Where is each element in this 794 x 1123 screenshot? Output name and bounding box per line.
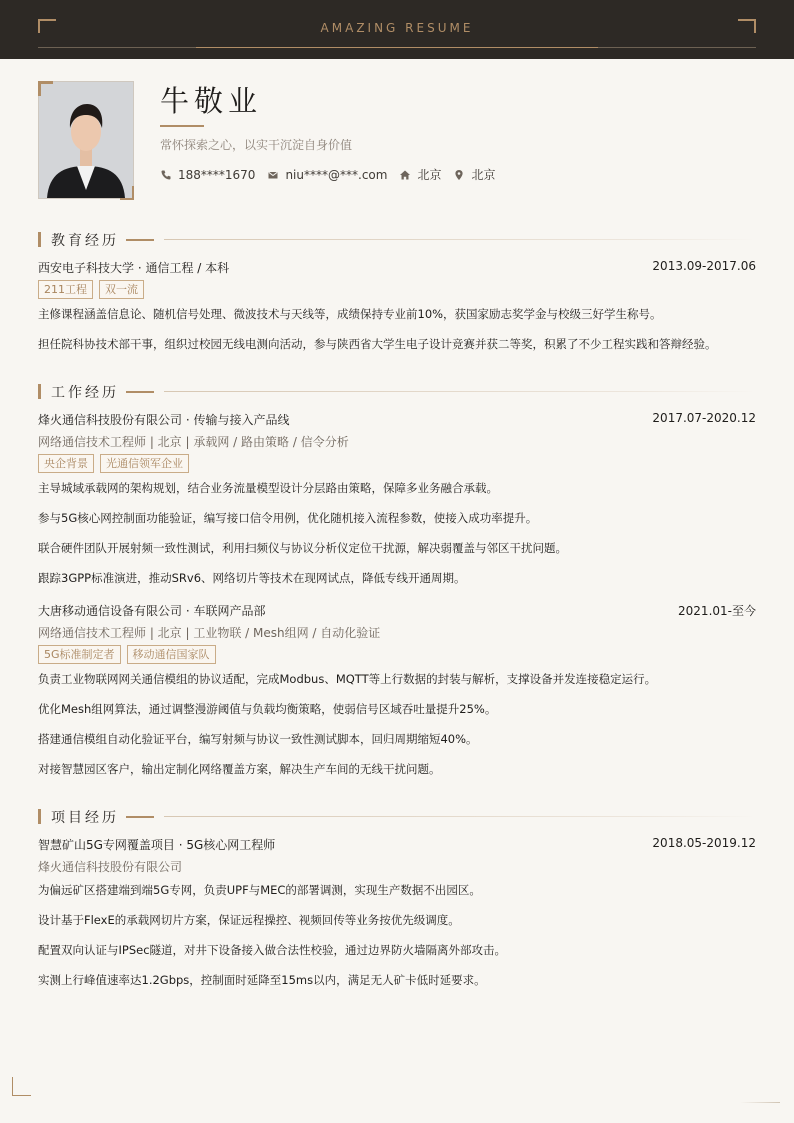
section-header-work — [38, 383, 756, 401]
section-title: 工作经历 — [51, 385, 119, 401]
tag: 移动通信国家队 — [127, 645, 216, 664]
work-detail: 对接智慧园区客户，输出定制化网络覆盖方案，解决生产车间的无线干扰问题。 — [38, 762, 441, 776]
contact-email — [267, 168, 387, 182]
tag: 双一流 — [99, 280, 144, 299]
portrait-illustration — [39, 82, 133, 198]
section-accent-line — [126, 816, 154, 818]
section-header-projects — [38, 808, 756, 826]
work-detail: 负责工业物联网网关通信模组的协议适配，完成Modbus、MQTT等上行数据的封装与解析，支撑设备并发连接稳定运行。 — [38, 672, 657, 686]
education-detail: 主修课程涵盖信息论、随机信号处理、微波技术与天线等，成绩保持专业前10%，获国家励志奖学金与校级三好学生称号。 — [38, 307, 662, 321]
work-date: 2017.07-2020.12 — [652, 411, 756, 425]
section-marker — [38, 809, 41, 824]
footer-ornament-line — [740, 1102, 780, 1103]
phone-number: 188****1670 — [178, 167, 256, 182]
header-band — [0, 0, 794, 59]
work-detail: 跟踪3GPP标准演进，推动SRv6、网络切片等技术在现网试点，降低专线开通周期。 — [38, 571, 466, 585]
header-divider-accent — [196, 47, 598, 48]
work-title: 烽火通信科技股份有限公司 · 传输与接入产品线 — [38, 413, 290, 427]
section-title: 教育经历 — [51, 233, 119, 249]
tag: 央企背景 — [38, 454, 94, 473]
email-address: niu****@***.com — [285, 167, 388, 182]
work-title: 大唐移动通信设备有限公司 · 车联网产品部 — [38, 604, 266, 618]
section-divider — [164, 239, 756, 240]
education-tags — [38, 280, 150, 299]
home-icon — [399, 169, 411, 181]
work-detail: 联合硬件团队开展射频一致性测试，利用扫频仪与协议分析仪定位干扰源，解决弱覆盖与邻区干扰问题。 — [38, 541, 567, 555]
section-divider — [164, 816, 756, 817]
header-title: AMAZING RESUME — [320, 21, 474, 35]
mail-icon — [267, 169, 279, 181]
section-marker — [38, 384, 41, 399]
work-detail: 优化Mesh组网算法，通过调整漫游阈值与负载均衡策略，使弱信号区域吞吐量提升25%。 — [38, 702, 497, 716]
work-tags — [38, 645, 222, 664]
contact-home — [399, 166, 441, 183]
current-city: 北京 — [471, 168, 496, 182]
tag: 211工程 — [38, 280, 93, 299]
work-detail: 搭建通信模组自动化验证平台，编写射频与协议一致性测试脚本，回归周期缩短40%。 — [38, 732, 478, 746]
education-date: 2013.09-2017.06 — [652, 259, 756, 273]
tag: 5G标准制定者 — [38, 645, 121, 664]
project-title: 智慧矿山5G专网覆盖项目 · 5G核心网工程师 — [38, 838, 276, 852]
project-detail: 实测上行峰值速率达1.2Gbps，控制面时延降至15ms以内，满足无人矿卡低时延要求。 — [38, 973, 486, 987]
tag: 光通信领军企业 — [100, 454, 189, 473]
project-company: 烽火通信科技股份有限公司 — [38, 860, 183, 874]
section-accent-line — [126, 391, 154, 393]
education-detail: 担任院科协技术部干事，组织过校园无线电测向活动，参与陕西省大学生电子设计竞赛并获二等奖，积累了不少工程实践和答辩经验。 — [38, 337, 717, 351]
phone-icon — [160, 169, 172, 181]
profile-photo — [38, 81, 134, 199]
candidate-tagline: 常怀探索之心，以实干沉淀自身价值 — [160, 138, 353, 152]
work-role: 网络通信技术工程师 | 北京 | 承载网 / 路由策略 / 信令分析 — [38, 435, 349, 449]
contact-location — [453, 166, 495, 183]
corner-ornament-bottom-left — [12, 1077, 31, 1096]
section-divider — [164, 391, 756, 392]
location-pin-icon — [453, 169, 465, 181]
contact-phone — [160, 168, 255, 182]
section-marker — [38, 232, 41, 247]
section-accent-line — [126, 239, 154, 241]
section-header-education — [38, 231, 756, 249]
contact-info — [160, 166, 507, 183]
home-city: 北京 — [417, 168, 442, 182]
work-role: 网络通信技术工程师 | 北京 | 工业物联 / Mesh组网 / 自动化验证 — [38, 626, 381, 640]
name-underline — [160, 125, 204, 127]
photo-frame-corner-bottom-right — [120, 186, 134, 200]
section-title: 项目经历 — [51, 810, 119, 826]
work-tags — [38, 454, 195, 473]
project-detail: 为偏远矿区搭建端到端5G专网，负责UPF与MEC的部署调测，实现生产数据不出园区。 — [38, 883, 481, 897]
work-detail: 参与5G核心网控制面功能验证，编写接口信令用例，优化随机接入流程参数，使接入成功率提升。 — [38, 511, 538, 525]
project-date: 2018.05-2019.12 — [652, 836, 756, 850]
work-detail: 主导城域承载网的架构规划，结合业务流量模型设计分层路由策略，保障多业务融合承载。 — [38, 481, 498, 495]
candidate-name: 牛敬业 — [160, 84, 263, 118]
education-title: 西安电子科技大学 · 通信工程 / 本科 — [38, 261, 230, 275]
work-date: 2021.01-至今 — [678, 604, 756, 618]
project-detail: 配置双向认证与IPSec隧道，对井下设备接入做合法性校验，通过边界防火墙隔离外部攻击。 — [38, 943, 507, 957]
project-detail: 设计基于FlexE的承载网切片方案，保证远程操控、视频回传等业务按优先级调度。 — [38, 913, 460, 927]
photo-frame-corner-top-left — [38, 81, 53, 96]
